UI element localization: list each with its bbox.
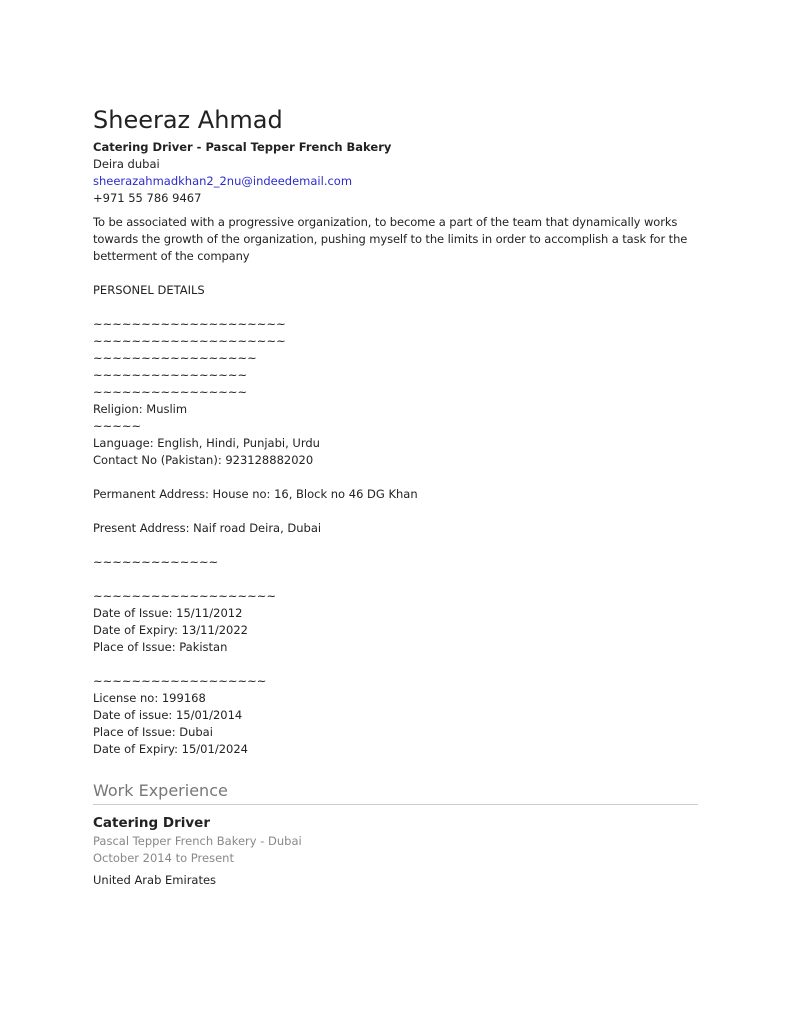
permanent-address-text: Permanent Address: House no: 16, Block no 46 DG Khan (93, 487, 418, 501)
religion-text: Religion: Muslim (93, 402, 188, 416)
license-issue-place: Place of Issue: Dubai (93, 725, 213, 739)
redacted-line: ~~~~~~~~~~~~~~~~ (93, 368, 248, 382)
redacted-line: ~~~~~~~~~~~~~~~~~~~~ (93, 334, 286, 348)
candidate-phone: +971 55 786 9467 (93, 191, 202, 205)
resume-page (93, 104, 698, 889)
license-expiry-date: Date of Expiry: 15/01/2024 (93, 742, 248, 756)
job-title: Catering Driver (93, 815, 210, 831)
passport-issue-date: Date of Issue: 15/11/2012 (93, 606, 243, 620)
job-dates: October 2014 to Present (93, 851, 234, 865)
license-issue-date: Date of issue: 15/01/2014 (93, 708, 243, 722)
job-description: United Arab Emirates (93, 873, 217, 887)
license-number: License no: 199168 (93, 691, 206, 705)
job-separator: - (256, 834, 269, 848)
career-objective: To be associated with a progressive organization, to become a part of the team that dynamically works towards the growth of the organization, pushing myself to the limits in order to accomplish a task for the betterment of the company (93, 215, 688, 263)
present-address-text: Present Address: Naif road Deira, Dubai (93, 521, 322, 535)
job-company: Pascal Tepper French Bakery (93, 834, 257, 848)
redacted-line: ~~~~~ (93, 419, 142, 433)
candidate-name: Sheeraz Ahmad (93, 106, 283, 134)
redacted-line: ~~~~~~~~~~~~~~~~ (93, 385, 248, 399)
language-text: Language: English, Hindi, Punjabi, Urdu (93, 436, 320, 450)
redacted-line: ~~~~~~~~~~~~~ (93, 555, 219, 569)
passport-issue-place: Place of Issue: Pakistan (93, 640, 228, 654)
personal-details-heading: PERSONEL DETAILS (93, 283, 205, 297)
redacted-line: ~~~~~~~~~~~~~~~~~~ (93, 674, 267, 688)
redacted-line: ~~~~~~~~~~~~~~~~~~~ (93, 589, 277, 603)
passport-expiry-date: Date of Expiry: 13/11/2022 (93, 623, 248, 637)
contact-text: Contact No (Pakistan): 923128882020 (93, 453, 314, 467)
job-entry (93, 814, 698, 889)
redacted-line: ~~~~~~~~~~~~~~~~~ (93, 351, 257, 365)
candidate-headline: Catering Driver - Pascal Tepper French Bakery (93, 140, 392, 154)
job-company-line (93, 833, 698, 850)
work-experience-heading: Work Experience (93, 780, 698, 805)
redacted-line: ~~~~~~~~~~~~~~~~~~~~ (93, 317, 286, 331)
job-location: Dubai (268, 834, 302, 848)
candidate-location: Deira dubai (93, 157, 160, 171)
email-link[interactable]: sheerazahmadkhan2_2nu@indeedemail.com (93, 174, 353, 188)
